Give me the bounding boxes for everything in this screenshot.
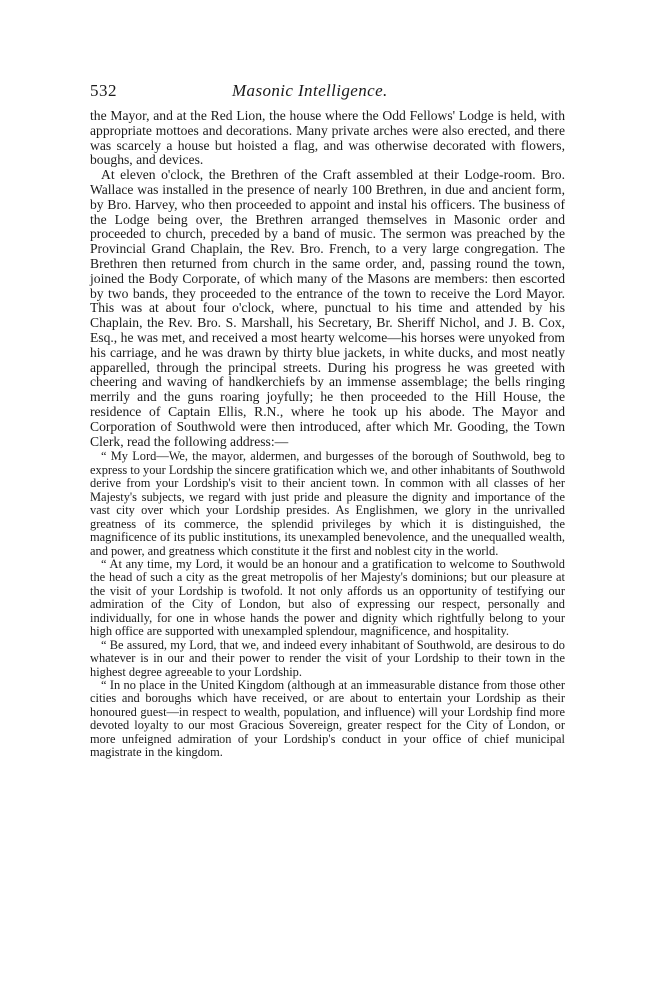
narrative-paragraph: At eleven o'clock, the Brethren of the Craft assembled at their Lodge-room. Bro. Wallace was installed in the presence of nearly 100 Brethren, in due and ancient form, by Bro. Harvey, who then proceeded to appoint and instal his officers. The business of the Lodge being over, the Brethren arranged themselves in Masonic order and proceeded to church, preceded by a band of music. The sermon was preached by the Provincial Grand Chaplain, the Rev. Bro. French, to a very large congregation. The Brethren then returned from church in the same order, and, passing round the town, joined the Body Corporate, of which many of the Masons are members: then escorted by two bands, they proceeded to the entrance of the town to receive the Lord Mayor. This was at about four o'clock, where, punctual to his time and attended by his Chaplain, the Rev. Bro. S. Marshall, his Secretary, Br. Sheriff Nichol, and J. B. Cox, Esq., he was met, and received a most hearty welcome—his horses were unyoked from his carriage, and he was drawn by thirty blue jackets, in white ducks, and most neatly apparelled, through the principal streets. During his progress he was greeted with cheering and waving of handkerchiefs by an immense assemblage; the bells ringing merrily and the guns roaring joyfully; he then proceeded to the Hill House, the residence of Captain Ellis, R.N., where he took up his abode. The Mayor and Corporation of Southwold were then introduced, after which Mr. Gooding, the Town Clerk, read the following address:— — [90, 167, 565, 449]
page-number: 532 — [90, 81, 117, 100]
running-head: Masonic Intelligence. — [232, 81, 388, 100]
body-text — [90, 109, 565, 760]
address-paragraph: “ My Lord—We, the mayor, aldermen, and burgesses of the borough of Southwold, beg to express to your Lordship the sincere gratification which we, and other inhabitants of Southwold derive from your Lordship's visit to their ancient town. In common with all classes of her Majesty's subjects, we regard with just pride and pleasure the dignity and importance of the vast city over which your Lordship presides. As Englishmen, we glory in the unrivalled greatness of its commerce, the splendid privileges by which it is distinguished, the magnificence of its public institutions, its unexampled benevolence, and the unequalled wealth, and power, and greatness which constitute it the first and noblest city in the world. — [90, 449, 565, 558]
address-paragraph: “ In no place in the United Kingdom (although at an immeasurable distance from those other cities and boroughs which have received, or are about to entertain your Lordship as their honoured guest—in respect to wealth, population, and influence) will your Lordship find more devoted loyalty to our most Gracious Sovereign, greater respect for the City of London, or more unfeigned admiration of your Lordship's conduct in your office of chief municipal magistrate in the kingdom. — [90, 678, 565, 760]
narrative-section — [90, 109, 565, 449]
page-header — [0, 81, 664, 103]
address-paragraph: “ Be assured, my Lord, that we, and indeed every inhabitant of Southwold, are desirous to do whatever is in our and their power to render the visit of your Lordship to their town in the highest degree agreeable to your Lordship. — [90, 637, 565, 679]
address-paragraph: “ At any time, my Lord, it would be an honour and a gratification to welcome to Southwold the head of such a city as the great metropolis of her Majesty's dominions; but our pleasure at the visit of your Lordship is twofold. It not only affords us an opportunity of testifying our admiration of the City of London, but also of expressing our respect, personally and individually, for one in whose hands the power and dignity which rightfully belong to your high office are supported with unexampled splendour, magnificence, and hospitality. — [90, 556, 565, 639]
address-section — [90, 450, 565, 759]
narrative-paragraph: the Mayor, and at the Red Lion, the house where the Odd Fellows' Lodge is held, with appropriate mottoes and decorations. Many private arches were also erected, and there was scarcely a house but hoisted a flag, and was otherwise decorated with flowers, boughs, and devices. — [90, 108, 565, 168]
